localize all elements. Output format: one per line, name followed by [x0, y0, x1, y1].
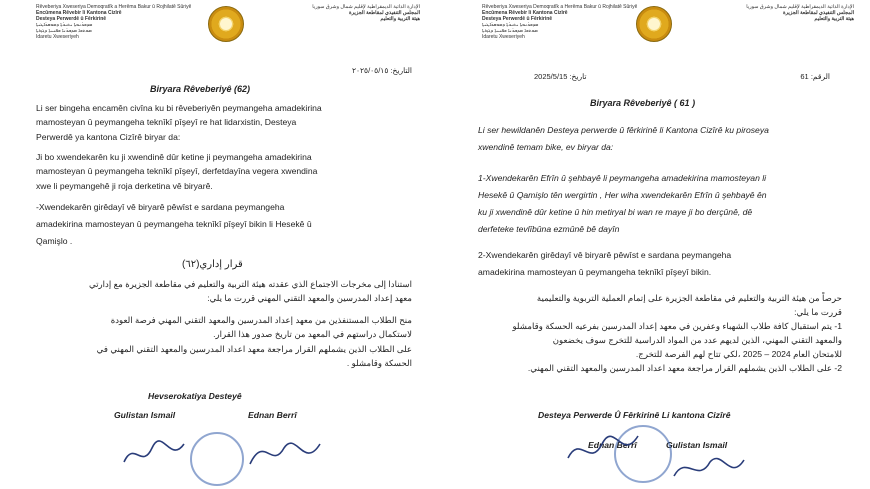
arabic-paragraph-1: [472, 292, 842, 320]
kurdish-paragraph-2: [478, 170, 862, 238]
text-line: Li ser hewildanên Desteya perwerde û fêrkirinê li Kantona Cizîrê ku piroseya: [478, 125, 769, 135]
handwritten-signature-icon: [244, 430, 324, 476]
document-title: Biryara Rêveberiyê ( 61 ): [590, 98, 696, 108]
header-arabic: [746, 4, 854, 22]
header-line: الإدارة الذاتية الديمقراطية لإقليم شمال وشرق سوريا: [312, 4, 420, 10]
signature-title: Hevserokatiya Desteyê: [148, 391, 242, 401]
arabic-paragraph-1: [32, 278, 412, 306]
text-line: 2-Xwendekarên girêdayî vê biryarê pêwîst e sardana peymangeha: [478, 250, 732, 260]
text-line: منح الطلاب المستنفذين من معهد إعداد المدرسين والمعهد التقني المهني فرصة العودة: [110, 315, 412, 325]
decision-62-document: [22, 0, 430, 489]
text-line: ku ji xwendinê dûr ketine û hin metiryal bi wan re maye ji bo derçûnê, dê: [478, 207, 753, 217]
text-line: Perwerdê ya kantona Cizîrê biryar da:: [36, 131, 181, 142]
header-line: المجلس التنفيذي لمقاطعة الجزيرة: [349, 10, 420, 16]
text-line: xwe li peymangehê ji roja derketina vê biryarê.: [36, 180, 213, 191]
handwritten-signature-icon: [120, 434, 190, 474]
kurdish-paragraph-3: [478, 247, 862, 281]
header-line: Rêveberiya Xweseriya Demoqratîk a Herêma Bakur û Rojhilatê Sûriyê: [36, 4, 192, 10]
text-line: Hesekê û Qamişlo tên wergirtin , Her wiha xwendekarên Efrîn û şehbayê ên: [478, 190, 767, 200]
text-line: amadekirina mamosteyan û peymangeha teknîkî pîşeyî bikin.: [478, 267, 712, 277]
document-number: الرقم: 61: [800, 72, 830, 81]
signatory-name-2: Ednan Berrî: [248, 410, 297, 420]
header-line: ܡܘܬܒܐ ܡܕܒܪܢܐ ܒܦܢܝܬܐ ܕܓܙܪܬܐ: [36, 28, 92, 34]
text-line: 1-Xwendekarên Efrîn û şehbayê li peymangeha amadekirina mamosteyan li: [478, 173, 767, 183]
text-line: mamosteyan û peymangeha teknîkî pîşeyî re hat lidarxistin, Desteya: [36, 117, 297, 128]
arabic-paragraph-3: [32, 343, 412, 371]
text-line: على الطلاب الذين يشملهم القرار مراجعة معهد اعداد المدرسين والمعهد التقني المهني في: [96, 344, 412, 354]
administration-seal-icon: [636, 6, 672, 42]
header-line: الإدارة الذاتية الديمقراطية لإقليم شمال وشرق سوريا: [746, 4, 854, 10]
text-line: استنادا إلى مخرجات الاجتماع الذي عقدته هيئة التربية والتعليم في مقاطعة الجزيرة مع إدارتي: [88, 279, 412, 289]
header-line: Idaretu Xweseriyeh: [482, 34, 525, 40]
header-line: ܡܘܬܒܐ ܡܕܒܪܢܐ ܒܦܢܝܬܐ ܕܓܙܪܬܐ: [482, 28, 538, 34]
header-line: المجلس التنفيذي لمقاطعة الجزيرة: [783, 10, 854, 16]
arabic-paragraph-2: [32, 314, 412, 342]
header-line: ܡܕܒܪܢܘܬܐ ܝܬܝܪܬܐ ܕܡܘܩܪܐܛܝܬܐ: [482, 22, 539, 28]
handwritten-signature-icon: [668, 450, 748, 486]
header-line: Encûmena Rêvebir li Kantona Cizîrê: [482, 10, 568, 16]
kurdish-paragraph-3: [36, 199, 426, 250]
text-line: 1- يتم استقبال كافة طلاب الشهباء وعفرين في معهد إعداد المدرسين بفرعيه الحسكة وقامشلو: [512, 321, 842, 331]
document-title: Biryara Rêveberiyê (62): [150, 84, 251, 94]
header-line: Desteya Perwerdê û Fêrkirinê: [482, 16, 553, 22]
text-line: derfeteke tevlîbûna ezmûnê bê dayîn: [478, 224, 620, 234]
arabic-paragraph-3: [472, 362, 842, 376]
signatory-name-1: Ednan Berrî: [588, 440, 637, 450]
header-line: Idaretu Xweseriyeh: [36, 34, 79, 40]
text-line: amadekirina mamosteyan û peymangeha teknîkî pîşeyî bikin li Hesekê û: [36, 219, 312, 229]
arabic-title: قرار إداري(٦٢): [182, 259, 243, 270]
header-arabic: [312, 4, 420, 22]
header-kurdish-syriac: [36, 4, 191, 40]
kurdish-paragraph-2: [36, 150, 426, 193]
page-gap: [430, 0, 468, 489]
signature-title: Desteya Perwerde Û Fêrkirinê Li kantona Cizîrê: [538, 410, 731, 420]
text-line: 2- على الطلاب الذين يشملهم القرار مراجعة معهد اعداد المدرسين والمعهد التقني المهني.: [527, 363, 842, 373]
header-line: Encûmena Rêvebir li Kantona Cizîrê: [36, 10, 122, 16]
text-line: Qamişlo .: [36, 236, 73, 246]
text-line: Li ser bingeha encamên civîna ku bi rêveberiyên peymangeha amadekirina: [36, 103, 322, 113]
header-line: هيئة التربية والتعليم: [814, 16, 854, 22]
header-line: Rêveberiya Xweseriya Demoqratîk a Herêma Bakur û Rojhilatê Sûriyê: [482, 4, 638, 10]
text-line: لاستكمال دراستهم في المعهد من تاريخ صدور هذا القرار.: [213, 328, 412, 339]
header-line: هيئة التربية والتعليم: [380, 16, 420, 22]
text-line: Ji bo xwendekarên ku ji xwendinê dûr ketine ji peymangeha amadekirina: [36, 152, 312, 162]
text-line: معهد إعداد المدرسين والمعهد التقني المهني قررت ما يلي:: [207, 292, 412, 303]
header-line: Desteya Perwerdê û Fêrkirinê: [36, 16, 107, 22]
text-line: حرصاً من هيئة التربية والتعليم في مقاطعة الجزيرة على إتمام العملية التربوية والتعليمية: [536, 293, 842, 303]
signatory-name-1: Gulistan Ismail: [114, 410, 176, 420]
kurdish-paragraph-1: [478, 122, 862, 156]
header-line: ܡܕܒܪܢܘܬܐ ܝܬܝܪܬܐ ܕܡܘܩܪܐܛܝܬܐ: [36, 22, 93, 28]
signatory-name-2: Gulistan Ismail: [666, 440, 728, 450]
document-date: 2025/5/15 :تاريخ: [534, 72, 587, 81]
text-line: للامتحان العام 2024 – 2025 ،لكي تتاح لهم الفرصة للتخرج.: [635, 348, 842, 359]
handwritten-signature-icon: [564, 428, 644, 472]
administration-seal-icon: [208, 6, 244, 42]
text-line: والمعهد التقني المهني، الذين لديهم عدد من المواد الدراسية للتخرج سوف يخضعون: [552, 334, 842, 345]
kurdish-paragraph-1: [36, 101, 426, 144]
official-stamp-icon: [190, 432, 244, 486]
text-line: -Xwendekarên girêdayî vê biryarê pêwîst e sardana peymangeha: [36, 202, 285, 212]
decision-61-document: [468, 0, 864, 489]
document-date: التاريخ: ٢٠٢٥/٠٥/١٥: [351, 66, 412, 75]
text-line: قررت ما يلي:: [794, 306, 842, 317]
arabic-paragraph-2: [472, 320, 842, 361]
text-line: mamosteyan û peymangeha teknîkî pîşeyî, derfetdayîna vegera xwendina: [36, 166, 318, 177]
header-kurdish-syriac: [482, 4, 637, 40]
text-line: xwendinê temam bike, ev biryar da:: [478, 142, 614, 152]
text-line: الحسكة وقامشلو .: [346, 357, 412, 368]
